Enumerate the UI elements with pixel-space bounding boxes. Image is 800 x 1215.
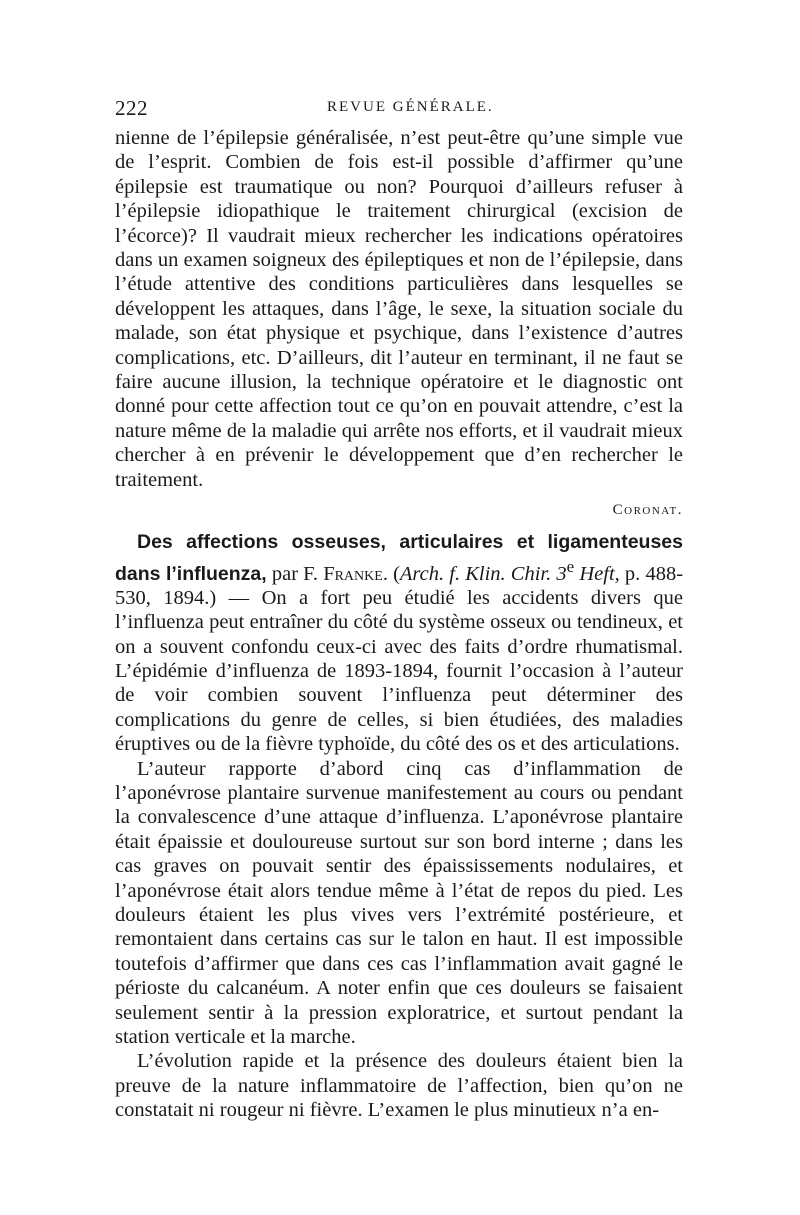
review1-text: nienne de l’épilepsie généralisée, n’est peut-être qu’une simple vue de l’esprit. Combien de fois est-il possible d’affirmer qu’une épilepsie est traumatique ou non? Pourquoi d’ailleurs refuser à l’épilepsie idiopathique le traitement chirurgical (excision de l’écorce)? Il vaudrait mieux rechercher les indications opératoires dans un examen soigneux des épileptiques et non de l’épilepsie, dans l’étude attentive des conditions particulières dans lesquelles se développent les attaques, dans l’âge, le sexe, la situation sociale du malade, son état physique et psychique, dans l’existence d’autres complications, etc. D’ailleurs, dit l’auteur en terminant, il ne faut se faire aucune illusion, la technique opératoire et le diagnostic ont donné pour cette affection tout ce qu’on en pouvait attendre, c’est la nature même de la maladie qui arrête nos efforts, et il vaudrait mieux chercher à en prévenir le développement que d’en rechercher le traitement. [115, 127, 683, 491]
byline: par F. [266, 562, 324, 585]
reference-open: . ( [382, 562, 400, 585]
review1-signature: Coronat. [612, 502, 683, 519]
review2-intro-paragraph [115, 530, 683, 756]
review2-paragraph-2: L’auteur rapporte d’abord cinq cas d’inflammation de l’aponévrose plantaire survenue manifestement au cours ou pendant la convalescence d’une attaque d’influenza. L’aponévrose plantaire était épaissie et douloureuse surtout sur son bord interne ; dans les cas graves on pouvait sentir des épaississements nodulaires, et l’aponévrose était alors tendue même à l’état de repos du pied. Les douleurs étaient les plus vives vers l’extrémité postérieure, et remontaient dans certains cas sur le talon en haut. Il est impossible toutefois d’affirmer que dans ces cas l’inflammation avait gagné le périoste du calcanéum. A noter enfin que ces douleurs se faisaient seulement sentir à la pression exploratrice, et surtout pendant la station verticale et la marche. [115, 757, 683, 1049]
journal-name: Arch. f. Klin. Chir. 3 [399, 562, 567, 585]
section-title: REVUE GÉNÉRALE. [327, 99, 494, 115]
article-title: Des affections osseuses, articulaires et ligamenteuses dans l’influenza, [115, 531, 683, 585]
journal-superscript: e [566, 556, 575, 576]
reference-pages: p. 488-530, 1894.) — [115, 562, 684, 609]
review2-paragraph-3: L’évolution rapide et la présence des douleurs étaient bien la preuve de la nature inflammatoire de l’affection, bien qu’on ne constatait ni rougeur ni fièvre. L’examen le plus minutieux n’a en- [115, 1050, 683, 1122]
review2-intro-text: On a fort peu étudié les accidents divers que l’influenza peut entraîner du côté du système osseux ou tendineux, et on a souvent confondu ceux-ci avec des faits d’ordre rhumatismal. L’épidémie d’influenza de 1893-1894, fournit l’occasion à l’auteur de voir combien souvent l’influenza peut déterminer des complications du genre de celles, si bien étudiées, des maladies éruptives ou de la fièvre typhoïde, du côté des os et des articulations. [115, 586, 683, 756]
journal-issue: Heft, [574, 562, 620, 585]
journal-page [115, 96, 683, 1123]
page-number: 222 [115, 96, 148, 120]
running-head [115, 96, 683, 126]
author-name: Franke [323, 562, 383, 585]
